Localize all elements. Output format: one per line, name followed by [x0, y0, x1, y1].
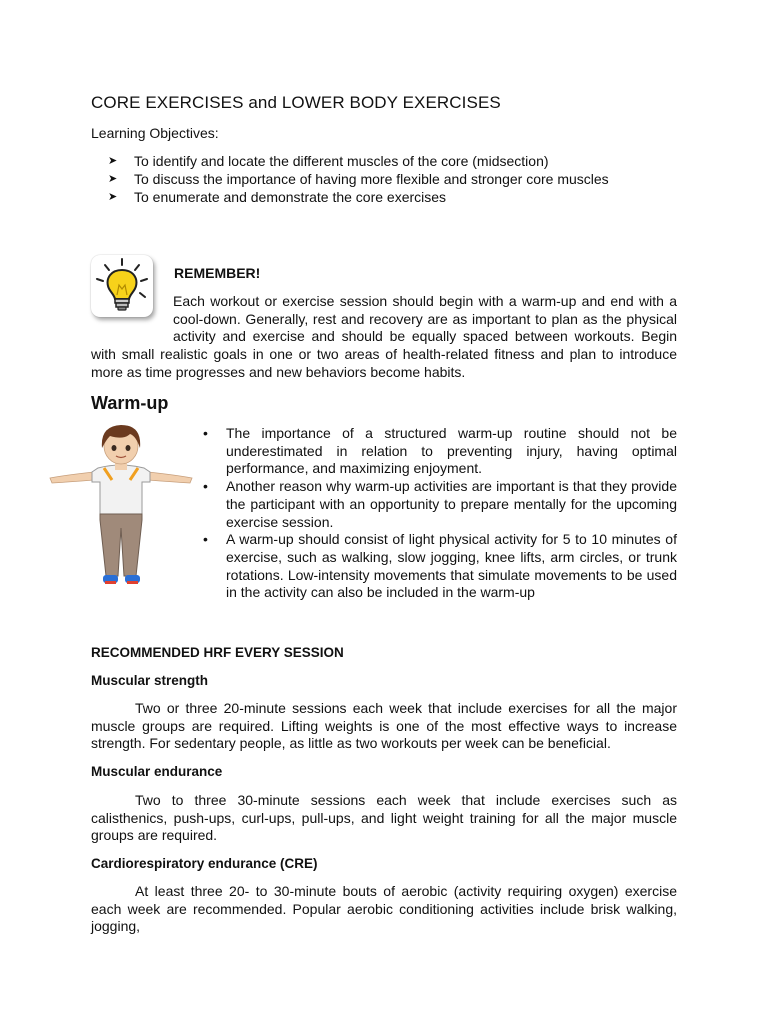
arrowhead-bullet-icon: ➤: [108, 173, 118, 185]
objective-item: [108, 170, 609, 188]
objective-text: To discuss the importance of having more flexible and stronger core muscles: [134, 171, 609, 187]
warmup-item: [200, 478, 677, 531]
arrowhead-bullet-icon: ➤: [108, 191, 118, 203]
cre-text: At least three 20- to 30-minute bouts of aerobic (activity requiring oxygen) exercise each week are recommended. Popular aerobic conditioning activities include brisk walking, jogging,: [91, 883, 677, 935]
muscular-endurance-heading: Muscular endurance: [91, 764, 223, 779]
learning-objectives-list: [108, 152, 609, 206]
warmup-item-text: The importance of a structured warm-up routine should not be underestimated in relation to preventing injury, having optimal performance, and maximizing enjoyment.: [226, 425, 677, 477]
round-bullet-icon: •: [203, 425, 208, 441]
warmup-item: [200, 425, 677, 478]
boy-figure-icon: [46, 420, 196, 590]
muscular-strength-text: Two or three 20-minute sessions each week that include exercises for all the major muscle groups are required. Lifting weights is one of the most effective ways to increase strength. For sedentary people, as little as two workouts per week can be beneficial.: [91, 700, 677, 752]
objective-item: [108, 188, 609, 206]
warmup-heading: Warm-up: [91, 393, 169, 413]
objective-text: To enumerate and demonstrate the core exercises: [134, 189, 447, 205]
muscular-endurance-text: Two to three 30-minute sessions each week that include exercises such as calisthenics, push-ups, curl-ups, pull-ups, and light weight training for all the major muscle groups are required.: [91, 792, 677, 844]
warmup-item-text: A warm-up should consist of light physical activity for 5 to 10 minutes of exercise, such as walking, slow jogging, knee lifts, arm circles, or trunk rotations. Low-intensity movements that simulate movements to be used in the activity can also be included in the warm-up: [226, 531, 677, 601]
round-bullet-icon: •: [203, 531, 208, 548]
objective-item: [108, 152, 609, 170]
warmup-figure: [46, 420, 196, 590]
icon-spacer: [91, 293, 173, 346]
warmup-item: [200, 531, 677, 602]
page-title: CORE EXERCISES and LOWER BODY EXERCISES: [91, 93, 501, 112]
remember-heading: REMEMBER!: [174, 265, 261, 281]
cre-heading: Cardiorespiratory endurance (CRE): [91, 856, 318, 871]
muscular-strength-heading: Muscular strength: [91, 673, 209, 688]
learning-objectives-label: Learning Objectives:: [91, 125, 219, 141]
warmup-item-text: Another reason why warm-up activities are important is that they provide the participant with an opportunity to prepare mentally for the upcoming exercise session.: [226, 478, 677, 530]
remember-text: Each workout or exercise session should begin with a warm-up and end with a cool-down. Generally, rest and recovery are as important to plan as the physical activity and exercise and should be equally spaced between workouts. Begin with small realistic goals in one or two areas of health-related fitness and plan to introduce more as time progresses and new behaviors become habits.: [91, 293, 677, 380]
remember-paragraph: [91, 293, 677, 382]
hrf-heading: RECOMMENDED HRF EVERY SESSION: [91, 645, 344, 660]
arrowhead-bullet-icon: ➤: [108, 155, 118, 167]
warmup-list: [200, 425, 677, 602]
round-bullet-icon: •: [203, 478, 208, 495]
objective-text: To identify and locate the different muscles of the core (midsection): [134, 153, 549, 169]
